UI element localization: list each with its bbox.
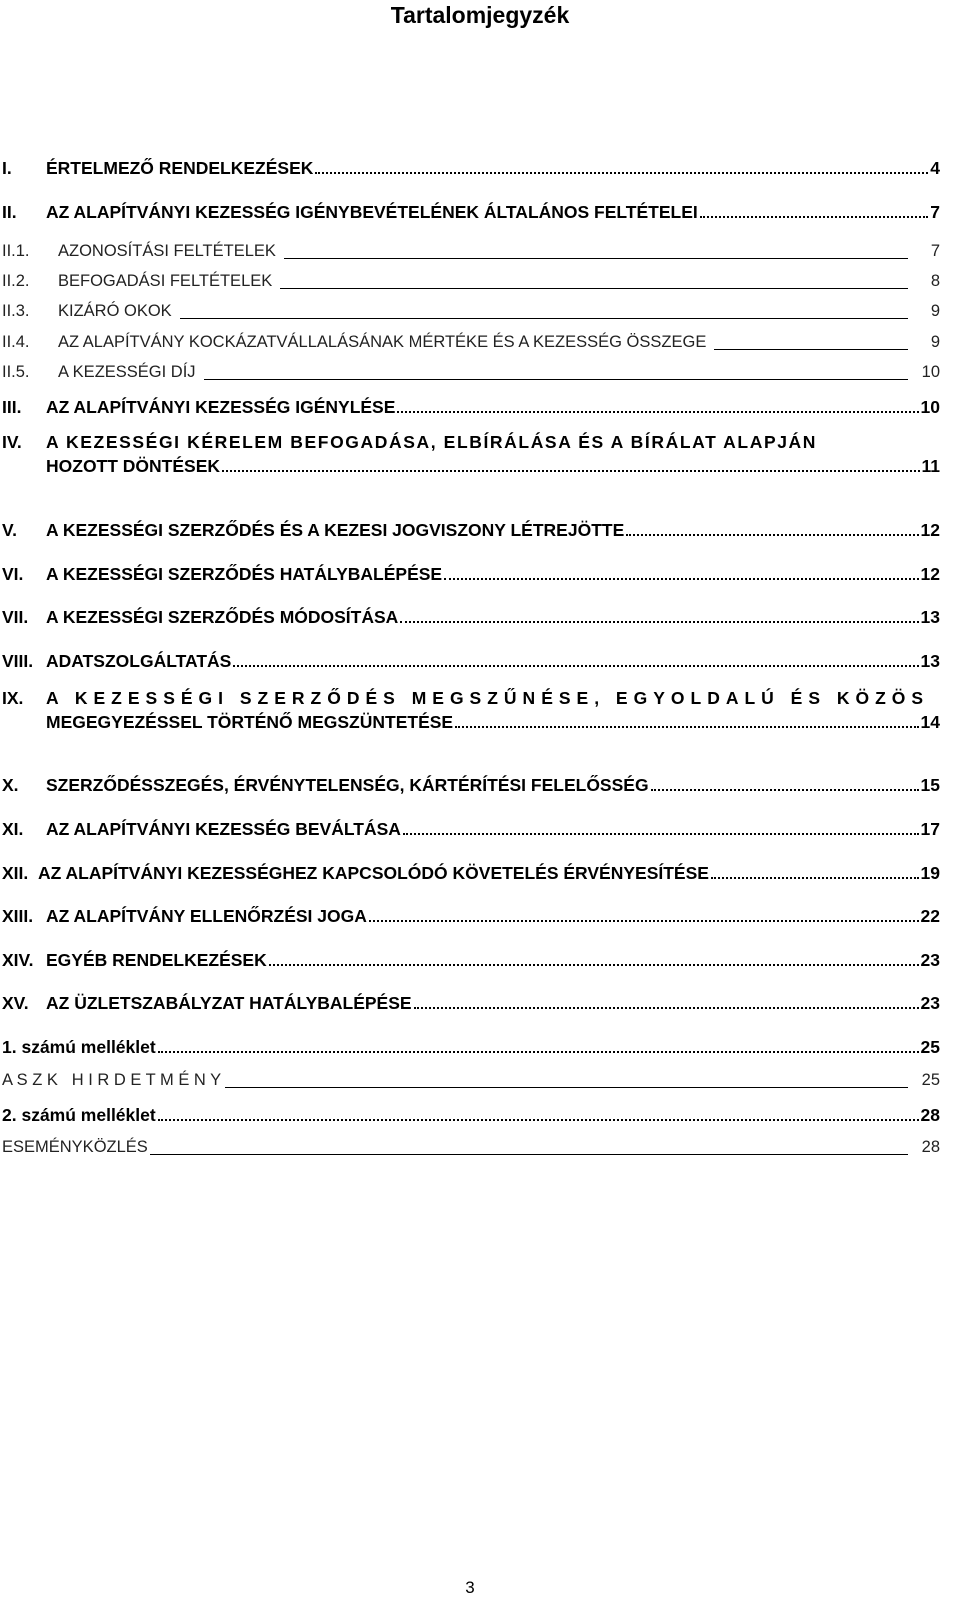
- toc-entry-number: IV.: [2, 432, 22, 452]
- toc-entry-label: A KEZESSÉGI DÍJ: [58, 363, 196, 381]
- toc-entry-label: A KEZESSÉGI SZERZŐDÉS ÉS A KEZESI JOGVISZONY LÉTREJÖTTE: [46, 520, 625, 540]
- toc-entry-xii[interactable]: [2, 859, 940, 883]
- toc-entry-xiii[interactable]: [2, 902, 940, 926]
- toc-entry-number: II.2.: [2, 272, 30, 290]
- toc-entry-label: AZ ÜZLETSZABÁLYZAT HATÁLYBALÉPÉSE: [46, 993, 412, 1013]
- toc-entry-x[interactable]: [2, 771, 940, 795]
- toc-entry-number: II.1.: [2, 242, 30, 260]
- line-leader: [284, 257, 908, 259]
- toc-entry-label: ADATSZOLGÁLTATÁS: [46, 651, 232, 671]
- toc-entry-number: VI.: [2, 564, 24, 584]
- toc-entry-annex-2[interactable]: [2, 1101, 940, 1125]
- toc-entry-page: 13: [920, 607, 940, 627]
- toc-entry-ii-1[interactable]: [2, 237, 940, 261]
- dot-leader: [369, 919, 919, 922]
- toc-entry-label: A KEZESSÉGI SZERZŐDÉS HATÁLYBALÉPÉSE: [46, 564, 443, 584]
- toc-entry-page: 9: [930, 333, 940, 351]
- dot-leader: [651, 788, 919, 791]
- toc-entry-page: 28: [920, 1105, 940, 1125]
- toc-entry-label-line2: HOZOTT DÖNTÉSEK: [46, 456, 221, 476]
- toc-entry-page: 4: [930, 158, 940, 178]
- toc-entry-number: XV.: [2, 993, 29, 1013]
- line-leader: [180, 317, 908, 319]
- dot-leader: [158, 1118, 919, 1121]
- toc-entry-page: 12: [920, 564, 940, 584]
- toc-entry-v[interactable]: [2, 516, 940, 540]
- toc-entry-page: 7: [930, 202, 940, 222]
- toc-entry-ii-4[interactable]: [2, 328, 940, 352]
- toc-entry-label: AZ ALAPÍTVÁNY KOCKÁZATVÁLLALÁSÁNAK MÉRTÉKE ÉS A KEZESSÉG ÖSSZEGE: [58, 333, 707, 351]
- toc-entry-number: XII.: [2, 863, 29, 883]
- dot-leader: [315, 171, 928, 174]
- dot-leader: [626, 533, 918, 536]
- dot-leader: [403, 832, 919, 835]
- toc-entry-label-line2: MEGEGYEZÉSSEL TÖRTÉNŐ MEGSZÜNTETÉSE: [46, 712, 454, 732]
- toc-entry-number: II.5.: [2, 363, 30, 381]
- toc-entry-aszk-hirdetmeny[interactable]: [2, 1066, 940, 1090]
- line-leader: [225, 1086, 908, 1088]
- dot-leader: [158, 1050, 919, 1053]
- dot-leader: [400, 620, 918, 623]
- toc-entry-page: 14: [920, 712, 940, 732]
- toc-entry-number: I.: [2, 158, 12, 178]
- toc-entry-page: 10: [921, 363, 940, 381]
- toc-entry-number: II.: [2, 202, 17, 222]
- toc-entry-number: XIII.: [2, 906, 34, 926]
- toc-entry-number: III.: [2, 397, 22, 417]
- toc-entry-label: ESEMÉNYKÖZLÉS: [2, 1138, 148, 1156]
- toc-entry-label: AZ ALAPÍTVÁNYI KEZESSÉG IGÉNYBEVÉTELÉNEK ÁLTALÁNOS FELTÉTELEI: [46, 202, 698, 222]
- toc-entry-page: 23: [920, 950, 940, 970]
- toc-entry-label: 2. számú melléklet: [2, 1105, 156, 1125]
- toc-entry-ii-5[interactable]: [2, 358, 940, 382]
- toc-entry-page: 23: [920, 993, 940, 1013]
- toc-entry-label: AZ ALAPÍTVÁNYI KEZESSÉGHEZ KAPCSOLÓDÓ KÖVETELÉS ÉRVÉNYESÍTÉSE: [38, 863, 709, 883]
- dot-leader: [397, 410, 918, 413]
- toc-entry-label: BEFOGADÁSI FELTÉTELEK: [58, 272, 273, 290]
- toc-entry-label: AZ ALAPÍTVÁNYI KEZESSÉG BEVÁLTÁSA: [46, 819, 401, 839]
- toc-entry-page: 9: [930, 302, 940, 320]
- toc-entry-label: KIZÁRÓ OKOK: [58, 302, 172, 320]
- toc-entry-esemenykozles[interactable]: [2, 1133, 940, 1157]
- toc-entry-label: ÉRTELMEZŐ RENDELKEZÉSEK: [46, 158, 314, 178]
- toc-entry-ii-2[interactable]: [2, 267, 940, 291]
- toc-entry-label: 1. számú melléklet: [2, 1037, 156, 1057]
- toc-entry-label: AZ ALAPÍTVÁNYI KEZESSÉG IGÉNYLÉSE: [46, 397, 396, 417]
- toc-entry-page: 7: [930, 242, 940, 260]
- toc-entry-page: 11: [921, 456, 940, 476]
- toc-entry-number: II.4.: [2, 333, 30, 351]
- toc-entry-annex-1[interactable]: [2, 1033, 940, 1057]
- dot-leader: [455, 725, 918, 728]
- toc-entry-number: II.3.: [2, 302, 30, 320]
- toc-entry-iii[interactable]: [2, 393, 940, 417]
- toc-entry-page: 22: [920, 906, 940, 926]
- toc-entry-page: 17: [920, 819, 940, 839]
- dot-leader: [414, 1006, 919, 1009]
- dot-leader: [711, 876, 919, 879]
- toc-entry-page: 15: [920, 775, 940, 795]
- toc-entry-page: 8: [930, 272, 940, 290]
- toc-entry-page: 19: [920, 863, 940, 883]
- toc-entry-number: VIII.: [2, 651, 34, 671]
- toc-entry-viii[interactable]: [2, 647, 940, 671]
- toc-entry-ii-3[interactable]: [2, 297, 940, 321]
- toc-entry-label: AZONOSÍTÁSI FELTÉTELEK: [58, 242, 276, 260]
- dot-leader: [700, 215, 929, 218]
- page-title: Tartalomjegyzék: [390, 2, 570, 28]
- line-leader: [150, 1153, 908, 1155]
- toc-entry-number: IX.: [2, 688, 24, 708]
- toc-entry-label: SZERZŐDÉSSZEGÉS, ÉRVÉNYTELENSÉG, KÁRTÉRÍTÉSI FELELŐSSÉG: [46, 775, 649, 795]
- toc-entry-page: 12: [920, 520, 940, 540]
- toc-entry-page: 25: [920, 1037, 940, 1057]
- toc-entry-i[interactable]: [2, 154, 940, 178]
- toc-entry-label-line1: A KEZESSÉGI KÉRELEM BEFOGADÁSA, ELBÍRÁLÁSA ÉS A BÍRÁLAT ALAPJÁN: [46, 432, 818, 452]
- toc-entry-xi[interactable]: [2, 815, 940, 839]
- dot-leader: [233, 664, 918, 667]
- dot-leader: [222, 469, 919, 472]
- toc-entry-label-line1: A KEZESSÉGI SZERZŐDÉS MEGSZŰNÉSE, EGYOLDALÚ ÉS KÖZÖS: [46, 688, 930, 708]
- toc-entry-ii[interactable]: [2, 198, 940, 222]
- toc-entry-number: XI.: [2, 819, 24, 839]
- line-leader: [280, 287, 908, 289]
- toc-entry-label: A KEZESSÉGI SZERZŐDÉS MÓDOSÍTÁSA: [46, 607, 399, 627]
- toc-entry-ix[interactable]: [2, 688, 940, 734]
- toc-entry-page: 10: [920, 397, 940, 417]
- toc-entry-number: XIV.: [2, 950, 34, 970]
- line-leader: [714, 348, 908, 350]
- toc-entry-label: EGYÉB RENDELKEZÉSEK: [46, 950, 267, 970]
- line-leader: [204, 378, 908, 380]
- dot-leader: [444, 577, 918, 580]
- page-number: 3: [465, 1578, 475, 1597]
- toc-entry-page: 25: [921, 1071, 940, 1089]
- toc-entry-vii[interactable]: [2, 603, 940, 627]
- dot-leader: [269, 963, 919, 966]
- toc-entry-number: X.: [2, 775, 19, 795]
- toc-entry-xiv[interactable]: [2, 946, 940, 970]
- toc-entry-number: V.: [2, 520, 17, 540]
- toc-entry-vi[interactable]: [2, 560, 940, 584]
- toc-entry-label: A S Z K H I R D E T M É N Y: [2, 1071, 222, 1089]
- toc-entry-page: 28: [921, 1138, 940, 1156]
- toc-entry-label: AZ ALAPÍTVÁNY ELLENŐRZÉSI JOGA: [46, 906, 367, 926]
- toc-entry-xv[interactable]: [2, 989, 940, 1013]
- toc-entry-iv[interactable]: [2, 432, 940, 478]
- toc-entry-number: VII.: [2, 607, 29, 627]
- toc-entry-page: 13: [920, 651, 940, 671]
